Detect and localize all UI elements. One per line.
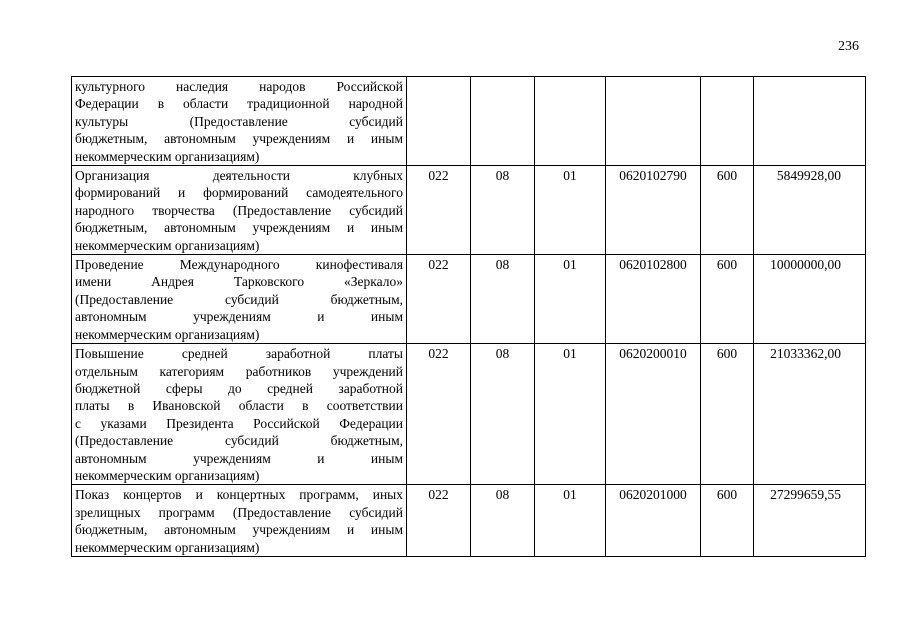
description-line: некоммерческим организациям): [75, 148, 260, 164]
description-cell: [72, 77, 407, 166]
amount-cell: [754, 77, 866, 166]
page-number: 236: [838, 39, 859, 54]
description-line: (Предоставление субсидий бюджетным,: [75, 291, 403, 307]
description-line: некоммерческим организациям): [75, 237, 260, 253]
expense-type-cell: 600: [701, 485, 754, 557]
section-cell: 08: [471, 485, 535, 557]
description-line: народного творчества (Предоставление субсидий: [75, 202, 403, 218]
table-row: [72, 255, 866, 344]
amount-cell: 27299659,55: [754, 485, 866, 557]
description-line: культуры (Предоставление субсидий: [75, 113, 403, 129]
admin-code-cell: 022: [407, 344, 471, 485]
description-line: Повышение средней заработной платы: [75, 346, 403, 362]
description-line: имени Андрея Тарковского «Зеркало»: [75, 274, 403, 290]
expense-type-cell: 600: [701, 344, 754, 485]
description-line: некоммерческим организациям): [75, 326, 260, 342]
description-line: бюджетным, автономным учреждениям и иным: [75, 131, 403, 147]
admin-code-cell: 022: [407, 255, 471, 344]
description-line: некоммерческим организациям): [75, 467, 260, 483]
subsection-cell: 01: [535, 344, 606, 485]
subsection-cell: [535, 77, 606, 166]
target-article-cell: 0620201000: [606, 485, 701, 557]
description-line: бюджетным, автономным учреждениям и иным: [75, 220, 403, 236]
description-line: зрелищных программ (Предоставление субсидий: [75, 504, 403, 520]
description-cell: [72, 255, 407, 344]
admin-code-cell: 022: [407, 166, 471, 255]
amount-cell: 5849928,00: [754, 166, 866, 255]
expense-type-cell: 600: [701, 166, 754, 255]
section-cell: 08: [471, 255, 535, 344]
table-row: [72, 485, 866, 557]
subsection-cell: 01: [535, 166, 606, 255]
admin-code-cell: [407, 77, 471, 166]
description-cell: [72, 344, 407, 485]
description-line: бюджетной сферы до средней заработной: [75, 380, 403, 396]
description-line: с указами Президента Российской Федерации: [75, 415, 403, 431]
target-article-cell: 0620102790: [606, 166, 701, 255]
table-row: [72, 166, 866, 255]
table-row: [72, 77, 866, 166]
description-line: платы в Ивановской области в соответствии: [75, 398, 403, 414]
subsection-cell: 01: [535, 485, 606, 557]
description-line: Организация деятельности клубных: [75, 168, 403, 184]
description-cell: [72, 166, 407, 255]
admin-code-cell: 022: [407, 485, 471, 557]
target-article-cell: 0620200010: [606, 344, 701, 485]
description-line: Проведение Международного кинофестиваля: [75, 257, 403, 273]
description-line: Показ концертов и концертных программ, иных: [75, 487, 403, 503]
expense-type-cell: 600: [701, 255, 754, 344]
section-cell: 08: [471, 166, 535, 255]
target-article-cell: [606, 77, 701, 166]
amount-cell: 10000000,00: [754, 255, 866, 344]
description-line: отдельным категориям работников учреждений: [75, 363, 403, 379]
description-line: формирований и формирований самодеятельного: [75, 185, 403, 201]
table-row: [72, 344, 866, 485]
description-line: автономным учреждениям и иным: [75, 309, 403, 325]
description-line: автономным учреждениям и иным: [75, 450, 403, 466]
section-cell: [471, 77, 535, 166]
amount-cell: 21033362,00: [754, 344, 866, 485]
budget-table: [71, 76, 866, 557]
description-line: Федерации в области традиционной народной: [75, 96, 403, 112]
expense-type-cell: [701, 77, 754, 166]
description-cell: [72, 485, 407, 557]
description-line: культурного наследия народов Российской: [75, 79, 403, 94]
description-line: (Предоставление субсидий бюджетным,: [75, 433, 403, 449]
description-line: бюджетным, автономным учреждениям и иным: [75, 522, 403, 538]
subsection-cell: 01: [535, 255, 606, 344]
target-article-cell: 0620102800: [606, 255, 701, 344]
description-line: некоммерческим организациям): [75, 539, 260, 555]
section-cell: 08: [471, 344, 535, 485]
